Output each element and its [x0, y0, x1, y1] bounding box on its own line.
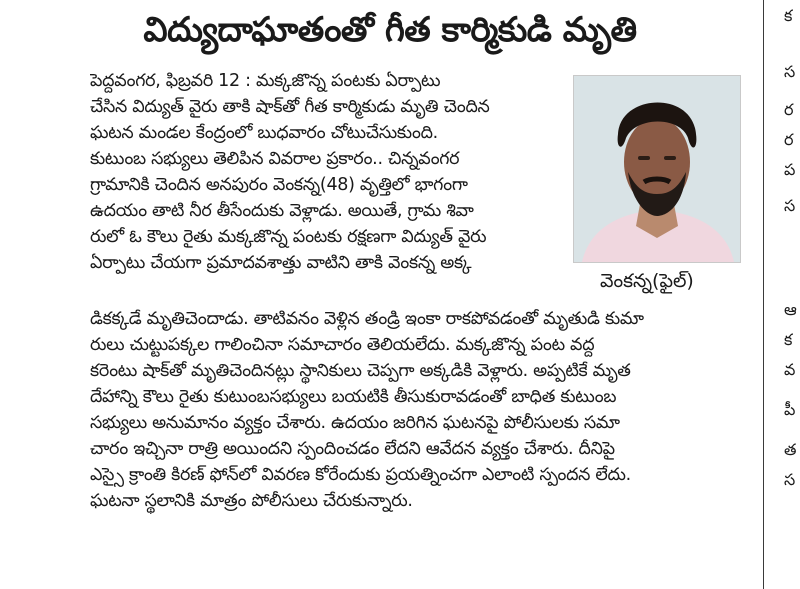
fragment-text: స — [784, 470, 796, 489]
fragment-text: ఆ — [784, 300, 797, 319]
column-divider — [763, 0, 764, 589]
body-line: పెద్దవంగర, ఫిబ్రవరి 12 : మక్కజొన్న పంటకు ఏర్పాటు — [90, 71, 441, 91]
fragment-text: క — [784, 6, 793, 25]
fragment-text: క — [784, 330, 793, 349]
body-line: రులో ఓ కౌలు రైతు మక్కజొన్న పంటకు రక్షణగా విద్యుత్ వైరు — [90, 227, 487, 247]
adjacent-article-fragment — [770, 0, 800, 589]
portrait-illustration — [574, 76, 740, 262]
fragment-text: స — [784, 196, 796, 215]
body-line: ఏర్పాటు చేయగా ప్రమాదవశాత్తు వాటిని తాకి వెంకన్న అక్క — [90, 253, 472, 273]
body-line: చేసిన విద్యుత్ వైరు తాకి షాక్‌తో గీత కార్మికుడు మృతి చెందిన — [90, 97, 490, 117]
body-line: ఎస్సై క్రాంతి కిరణ్ ఫోన్‌లో వివరణ కోరేందుకు ప్రయత్నించగా ఎలాంటి స్పందన లేదు. — [90, 465, 631, 485]
body-line: కుటుంబ సభ్యులు తెలిపిన వివరాల ప్రకారం.. చిన్నవంగర — [90, 149, 460, 169]
body-line: కరెంటు షాక్‌తో మృతిచెందినట్లు స్థానికులు చెప్పగా అక్కడికి వెళ్లారు. అప్పటికే మృత — [90, 361, 631, 381]
fragment-text: త — [784, 440, 797, 459]
fragment-text: పీ — [784, 400, 796, 419]
body-line: గ్రామానికి చెందిన అనపురం వెంకన్న(48) వృత్తిలో భాగంగా — [90, 175, 468, 195]
body-line: ఉదయం తాటి నీర తీసేందుకు వెళ్లాడు. అయితే, గ్రామ శివా — [90, 201, 474, 221]
fragment-text: ప — [784, 160, 796, 179]
fragment-text: వ — [784, 360, 796, 379]
article-headline: విద్యుదాఘాతంతో గీత కార్మికుడి మృతి — [143, 10, 637, 50]
fragment-text: ర — [784, 130, 794, 149]
fragment-text: ర — [784, 100, 794, 119]
body-line: ఘటనా స్థలానికి మాత్రం పోలీసులు చేరుకున్నారు. — [90, 491, 413, 511]
body-line: దేహాన్ని కౌలు రైతు కుటుంబసభ్యులు బయటికి తీసుకురావడంతో బాధిత కుటుంబ — [90, 387, 617, 407]
body-line: ఘటన మండల కేంద్రంలో బుధవారం చోటుచేసుకుంది. — [90, 123, 438, 143]
body-line: చారం ఇచ్చినా రాత్రి అయిందని స్పందించడం లేదని ఆవేదన వ్యక్తం చేశారు. దీనిపై — [90, 439, 615, 459]
portrait-photo — [573, 75, 741, 263]
body-line: డికక్కడే మృతిచెందాడు. తాటివనం వెళ్లిన తండ్రి ఇంకా రాకపోవడంతో మృతుడి కుమా — [90, 309, 644, 329]
body-line: రులు చుట్టుపక్కల గాలించినా సమాచారం తెలియలేదు. మక్కజొన్న పంట వద్ద — [90, 335, 595, 355]
fragment-text: స — [784, 62, 796, 81]
photo-caption: వెంకన్న(ఫైల్) — [600, 270, 694, 292]
body-line: సభ్యులు అనుమానం వ్యక్తం చేశారు. ఉదయం జరిగిన ఘటనపై పోలీసులకు సమా — [90, 413, 620, 433]
